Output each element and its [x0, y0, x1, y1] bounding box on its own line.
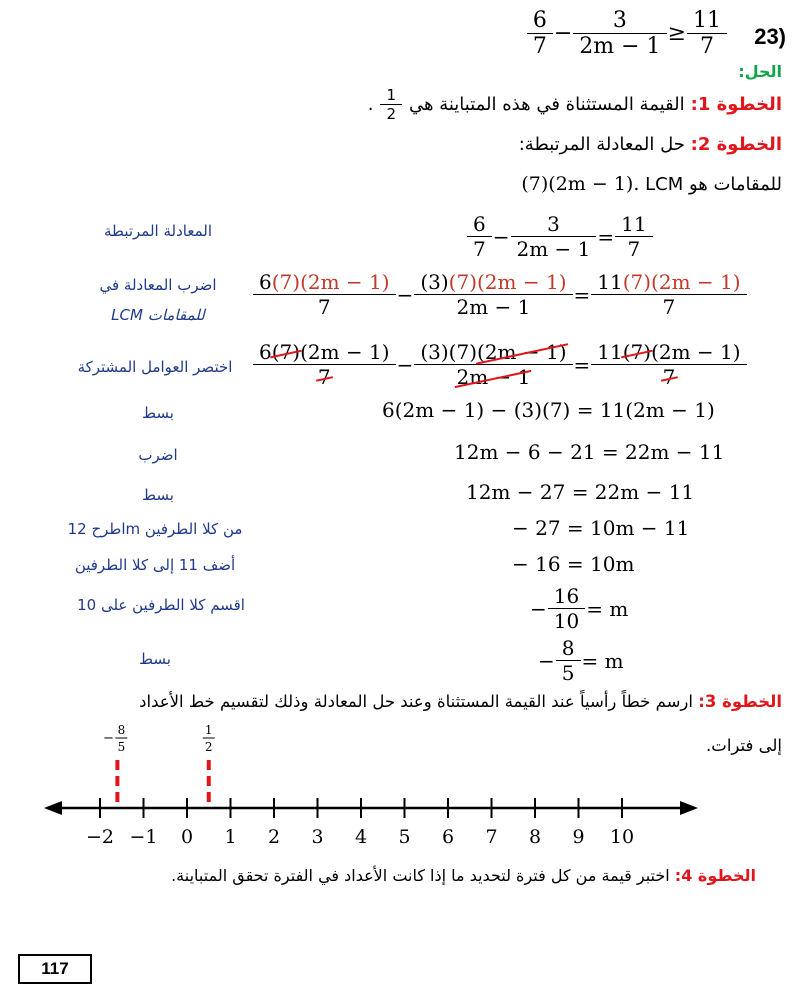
tick-label: 10 — [609, 826, 635, 848]
tick-label: −2 — [85, 826, 115, 848]
tick-label: 3 — [311, 826, 324, 848]
equation-add: − 16 = 10m — [512, 552, 635, 576]
step2-line — [519, 134, 782, 155]
tick-label: 8 — [528, 826, 542, 848]
tick-label: 6 — [441, 826, 455, 848]
side-note: اختصر العوامل المشتركة — [77, 358, 233, 376]
equation-multiply: 12m − 6 − 21 = 22m − 11 — [454, 440, 725, 464]
tick-label: 9 — [572, 826, 585, 848]
relation-sign: ≥ — [667, 21, 686, 46]
frac-num: 11 — [693, 8, 721, 33]
left-arrow-icon — [44, 801, 62, 815]
frac-den: 10 — [548, 608, 585, 633]
mark-denominator: 2 — [204, 740, 213, 754]
mark-numerator: 1 — [204, 723, 213, 737]
equation-divide: − $\frac{16}{10}$ = m — [530, 584, 629, 633]
tick-label: 0 — [180, 826, 194, 848]
side-note: أضف 11 إلى كلا الطرفين — [74, 556, 236, 574]
frac-num: 16 — [553, 584, 580, 608]
tick-label: −1 — [129, 826, 158, 848]
minus-sign: − — [553, 21, 573, 46]
lcm-value: (7)(2m − 1). — [521, 173, 640, 195]
solution-label: الحل: — [738, 62, 782, 81]
lcm-text: LCM للمقامات هو — [645, 174, 782, 195]
equation-rest: = m — [581, 648, 624, 673]
frac-den: 7 — [687, 33, 727, 59]
tick-label: 7 — [485, 826, 498, 848]
equation-associated: $\frac{6}{7}$ − $\frac{3}{2m - 1}$ = $\frac{11}{7}$ — [466, 212, 654, 261]
step1-label: الخطوة 1: — [690, 94, 782, 115]
number-line — [40, 722, 700, 852]
step2-label: الخطوة 2: — [690, 134, 782, 155]
equation-result: − $\frac{8}{5}$ = m — [538, 636, 624, 685]
step1-text: القيمة المستثناة في هذه المتباينة هي — [408, 94, 685, 115]
tick-label: 1 — [224, 826, 237, 848]
frac-num: 3 — [612, 8, 627, 33]
frac-den: 5 — [556, 660, 581, 685]
problem-number: 23) — [754, 24, 786, 49]
frac-den: 7 — [527, 33, 553, 59]
right-arrow-icon — [680, 801, 698, 815]
frac-den: 2 — [380, 104, 402, 123]
side-note: اطرح 12m من كلا الطرفين — [67, 520, 243, 538]
step1-end: . — [367, 94, 374, 115]
side-note: بسط — [139, 650, 171, 668]
equation-rest: = m — [586, 596, 629, 621]
step1-line — [368, 86, 782, 123]
frac-num: 8 — [561, 636, 575, 660]
step3-line2: إلى فترات. — [706, 736, 782, 755]
frac-num: 6 — [532, 8, 547, 33]
equation-simplify-2: 12m − 27 = 22m − 11 — [466, 480, 695, 504]
lcm-line — [521, 173, 782, 195]
equation-simplify: 6(2m − 1) − (3)(7) = 11(2m − 1) — [382, 398, 715, 422]
problem-inequality — [526, 8, 728, 59]
side-note: اضرب — [138, 446, 178, 464]
step4-label: الخطوة 4: — [674, 866, 756, 885]
equation-subtract: − 27 = 10m − 11 — [512, 516, 690, 540]
equation-cancel: $\frac{6(7)(2m - 1)}{7}$ − $\frac{(3)(7)(2m - 1)}{2m - 1}$ = $\frac{11(7)(2m - 1)}{7}$ — [252, 340, 748, 389]
step4-text: اختبر قيمة من كل فترة لتحديد ما إذا كانت الأعداد في الفترة تحقق المتباينة. — [171, 866, 670, 885]
step2-text: حل المعادلة المرتبطة: — [518, 134, 685, 155]
side-note: اضرب المعادلة في — [99, 276, 217, 294]
side-note: المعادلة المرتبطة — [103, 222, 212, 240]
step3-text: ارسم خطاً رأسياً عند القيمة المستثناة وعند حل المعادلة وذلك لتقسيم خط الأعداد — [139, 692, 693, 711]
side-note: بسط — [142, 404, 174, 422]
mark-numerator: 8 — [117, 723, 126, 737]
tick-label: 2 — [267, 826, 281, 848]
page-number: 117 — [18, 954, 92, 984]
step4-line — [171, 866, 756, 885]
tick-label: 5 — [398, 826, 411, 848]
equation-multiply-lcm: $\frac{6(7)(2m - 1)}{7}$ − $\frac{(3)(7)(2m - 1)}{2m - 1}$ = $\frac{11(7)(2m - 1)}{7}$ — [252, 270, 748, 319]
frac-num: 1 — [386, 86, 396, 104]
side-note: بسط — [142, 486, 174, 504]
side-note: LCM للمقامات — [111, 306, 205, 324]
mark-denominator: 5 — [117, 740, 126, 754]
step3-line — [139, 692, 782, 711]
mark-sign: − — [102, 731, 114, 746]
frac-den: 2m − 1 — [573, 33, 666, 59]
side-note: اقسم كلا الطرفين على 10 — [77, 596, 245, 614]
step3-label: الخطوة 3: — [698, 692, 782, 711]
tick-label: 4 — [354, 826, 368, 848]
